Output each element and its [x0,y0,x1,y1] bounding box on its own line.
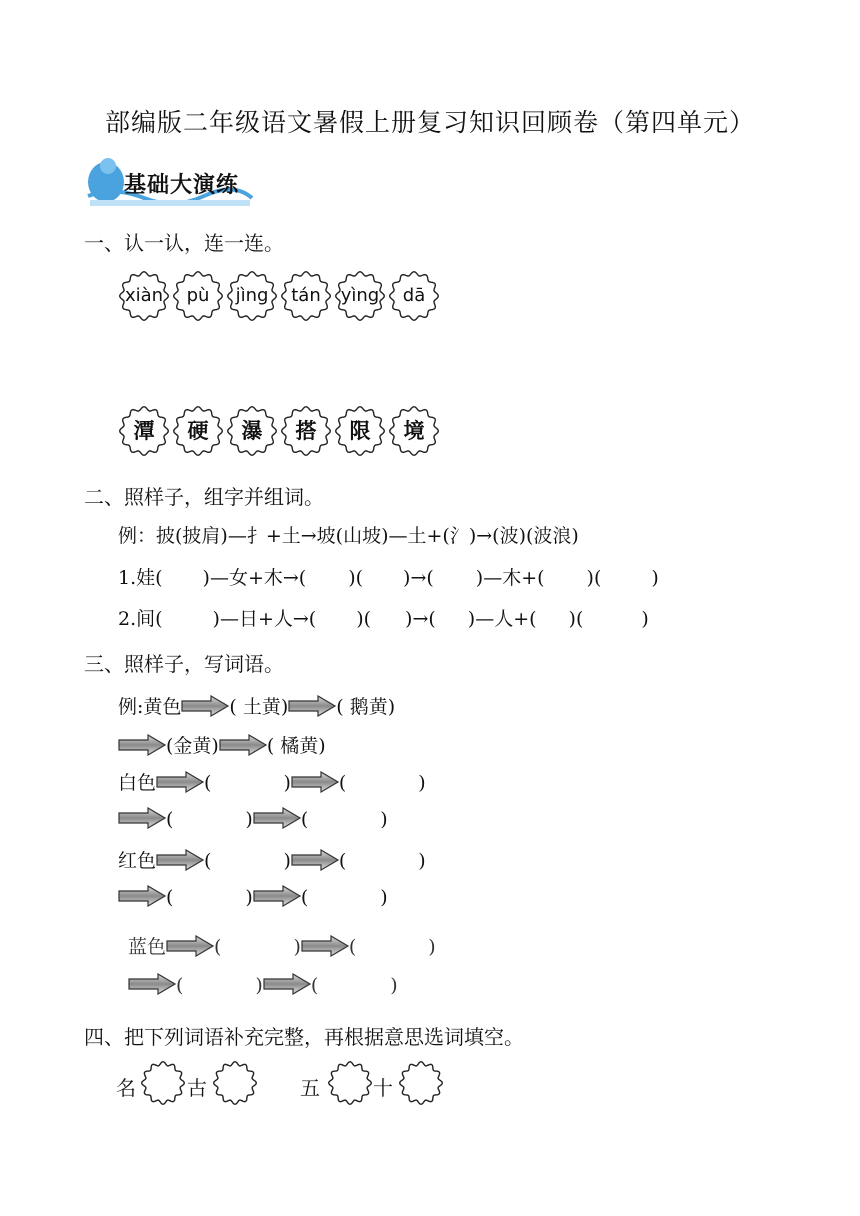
arrow-icon [288,695,336,722]
arrow-icon [118,807,166,834]
example-row-1: 例:黄色 ( 土黄) ( 鹅黄) [118,692,395,722]
idiom-char-3: 五 [300,1076,320,1100]
red-row-1: 红色 ( ) ( ) [118,846,426,876]
idiom-char-1: 名 [116,1076,136,1100]
arrow-icon [156,849,204,876]
pinyin-text: jìng [235,285,269,306]
idiom-char-4: 十 [373,1076,393,1100]
section-banner [84,152,254,210]
blue-row-2: ( ) ( ) [128,973,398,1000]
page-title: 部编版二年级语文暑假上册复习知识回顾卷（第四单元） [104,108,755,137]
hanzi-char: 潭 [133,418,155,443]
arrow-icon [181,695,229,722]
red-row-2: ( ) ( ) [118,885,388,912]
pinyin-text: pù [186,285,210,306]
white-row-2: ( ) ( ) [118,807,388,834]
idiom-blank-flower[interactable] [140,1060,186,1106]
hanzi-char: 境 [403,418,425,443]
arrow-icon [291,771,339,798]
hanzi-flower[interactable] [172,405,224,457]
section-3-heading: 三、照样子，写词语。 [84,652,284,676]
question-1-line: 1.娃( )—女+木→( )( )→( )—木+( )( ) [118,567,659,589]
idiom-blank-flower[interactable] [212,1060,258,1106]
arrow-icon [166,935,214,962]
arrow-icon [253,885,301,912]
pinyin-text: yìng [340,285,380,306]
arrow-icon [253,807,301,834]
pinyin-flower[interactable] [388,270,440,322]
hanzi-char: 搭 [295,418,317,443]
arrow-icon [263,973,311,1000]
arrow-icon [291,849,339,876]
pinyin-flower[interactable] [280,270,332,322]
pinyin-flower[interactable] [172,270,224,322]
idiom-blank-flower[interactable] [327,1060,373,1106]
section-1-heading: 一、认一认，连一连。 [84,231,284,255]
arrow-icon [118,734,166,761]
pinyin-flower[interactable] [334,270,386,322]
section-2-heading: 二、照样子，组字并组词。 [84,485,324,509]
arrow-icon [156,771,204,798]
white-row-1: 白色 ( ) ( ) [118,768,426,798]
pinyin-text: tán [291,285,321,306]
question-2-line: 2.间( )—日+人→( )( )→( )—人+( )( ) [118,608,649,630]
arrow-icon [219,734,267,761]
idiom-char-2: 古 [187,1076,207,1100]
hanzi-flower[interactable] [388,405,440,457]
pinyin-text: xiàn [124,285,164,306]
hanzi-char: 瀑 [241,418,263,443]
pinyin-flower[interactable] [226,270,278,322]
hanzi-char: 限 [349,418,371,443]
section-4-heading: 四、把下列词语补充完整，再根据意思选词填空。 [84,1025,524,1049]
arrow-icon [118,885,166,912]
example-line: 例：披(披肩)—扌+土→坡(山坡)—土+(氵)→(波)(波浪) [118,525,579,547]
hanzi-flower[interactable] [280,405,332,457]
arrow-icon [128,973,176,1000]
blue-row-1: 蓝色 ( ) ( ) [128,932,436,962]
banner-label: 基础大演练 [124,173,240,198]
example-row-2: (金黄) ( 橘黄) [118,731,326,761]
idiom-blank-flower[interactable] [398,1060,444,1106]
hanzi-char: 硬 [187,418,209,443]
hanzi-flower[interactable] [334,405,386,457]
pinyin-flower[interactable] [118,270,170,322]
arrow-icon [301,935,349,962]
pinyin-text: dā [402,285,426,306]
hanzi-flower[interactable] [118,405,170,457]
hanzi-flower[interactable] [226,405,278,457]
